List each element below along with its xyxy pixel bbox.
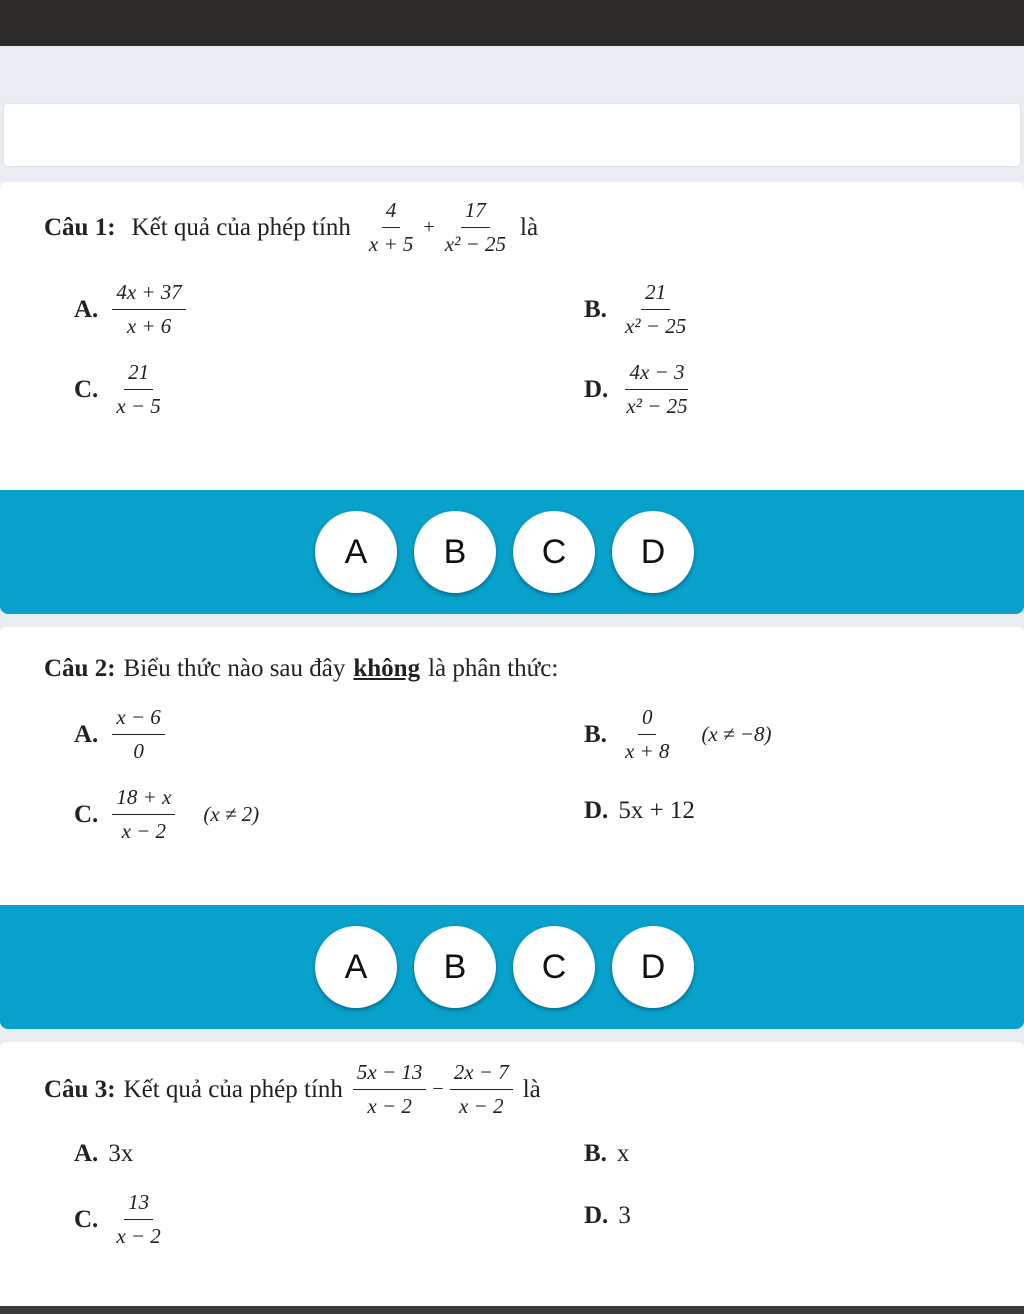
answer-panel-1 bbox=[0, 490, 1024, 614]
q3-option-c: C. $\frac{13}{x - 2}$ bbox=[74, 1190, 161, 1248]
top-bar bbox=[0, 0, 1024, 46]
question-3-label: Câu 3: bbox=[44, 1075, 116, 1103]
q1-option-d: D. $\frac{4x - 3}{\text{x² − 25}}$ bbox=[584, 360, 688, 418]
q2-option-d: D. 5x + 12 bbox=[584, 797, 695, 824]
question-1-fraction-2: $\frac{17}{\text{x² − 25}}$ bbox=[444, 198, 506, 256]
answer-panel-2 bbox=[0, 905, 1024, 1029]
q2-option-a: A. $\frac{x - 6}{0}$ bbox=[74, 707, 169, 762]
emphasis-word: không bbox=[353, 655, 421, 682]
q2-option-c: C. $\frac{18 + x}{x - 2}$ (x ≠ 2) bbox=[74, 785, 260, 843]
question-3-fraction-2: $\frac{2x - 7}{x - 2}$ bbox=[450, 1062, 513, 1117]
answer-button-a[interactable]: A bbox=[315, 926, 397, 1008]
answer-button-d[interactable]: D bbox=[612, 926, 694, 1008]
question-card-2 bbox=[0, 627, 1024, 907]
question-2-text: Câu 2: Biểu thức nào sau đây không là phân thức: bbox=[44, 655, 559, 682]
question-card-3 bbox=[0, 1042, 1024, 1306]
empty-card bbox=[3, 103, 1021, 167]
q2-option-b: B. $\frac{0}{x + 8}$ (x ≠ −8) bbox=[584, 705, 772, 763]
bottom-border bbox=[0, 1306, 1024, 1314]
question-1-text: Câu 1: Kết quả của phép tính $\frac{4}{x + 5}$ + $\frac{17}{\text{x² − 25}}$ là bbox=[44, 198, 539, 256]
q3-option-a: A. 3x bbox=[74, 1140, 134, 1167]
q1-option-b: B. $\frac{21}{\text{x² − 25}}$ bbox=[584, 280, 687, 338]
question-1-label: Câu 1: bbox=[44, 213, 116, 241]
question-1-prompt: Kết quả của phép tính bbox=[131, 213, 351, 241]
question-3-text: Câu 3: Kết quả của phép tính $\frac{5x - 13}{x - 2}$ − $\frac{2x - 7}{x - 2}$ là bbox=[44, 1060, 541, 1118]
answer-button-b[interactable]: B bbox=[414, 926, 496, 1008]
q3-option-d: D. 3 bbox=[584, 1202, 631, 1229]
question-3-fraction-1: $\frac{5x - 13}{x - 2}$ bbox=[353, 1062, 427, 1117]
question-1-fraction-1: $\frac{4}{x + 5}$ bbox=[368, 198, 414, 256]
question-2-label: Câu 2: bbox=[44, 655, 116, 682]
q1-option-a: A. $\frac{4x + 37}{x + 6}$ bbox=[74, 282, 190, 337]
answer-button-c[interactable]: C bbox=[513, 511, 595, 593]
question-card-1 bbox=[0, 182, 1024, 492]
answer-button-b[interactable]: B bbox=[414, 511, 496, 593]
operator: − bbox=[432, 1078, 444, 1100]
answer-button-c[interactable]: C bbox=[513, 926, 595, 1008]
operator: + bbox=[423, 216, 435, 238]
question-3-prompt: Kết quả của phép tính bbox=[123, 1075, 343, 1103]
q1-option-c: C. $\frac{21}{x - 5}$ bbox=[74, 360, 161, 418]
answer-button-a[interactable]: A bbox=[315, 511, 397, 593]
answer-button-d[interactable]: D bbox=[612, 511, 694, 593]
q3-option-b: B. x bbox=[584, 1140, 630, 1167]
